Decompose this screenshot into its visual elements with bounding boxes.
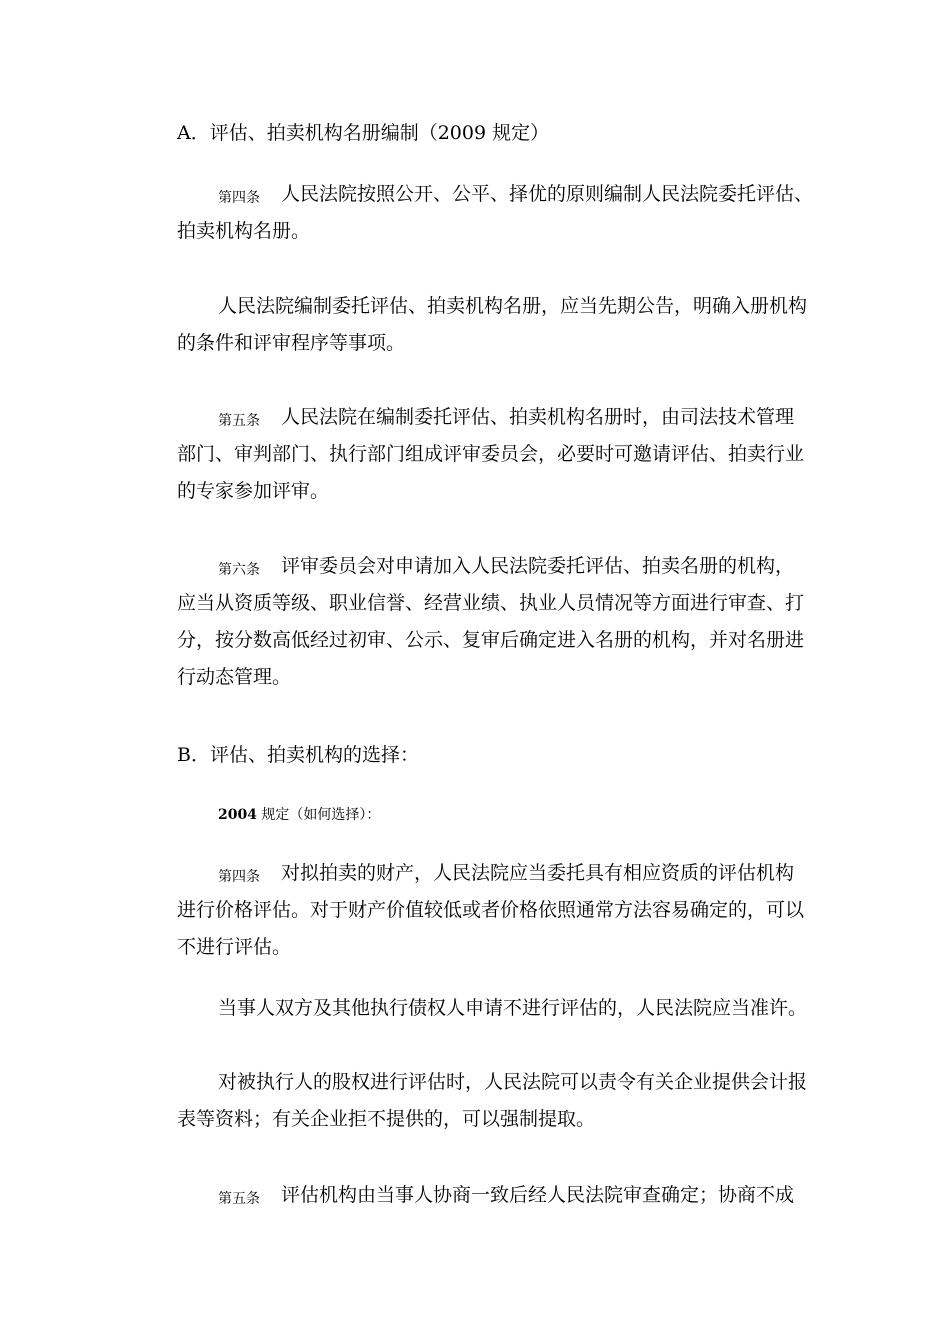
section-b-heading: B．评估、拍卖机构的选择：	[177, 744, 419, 766]
paragraph-line: 表等资料；有关企业拒不提供的，可以强制提取。	[177, 1108, 596, 1130]
section-b-subheading	[218, 803, 380, 827]
article-label: 第四条	[218, 869, 260, 885]
paragraph-article-4-line-2: 拍卖机构名册。	[177, 220, 311, 242]
paragraph-article-6-line-1	[218, 554, 794, 582]
paragraph-text: 评审委员会对申请加入人民法院委托评估、拍卖名册的机构，	[281, 555, 795, 577]
paragraph-text: 对拟拍卖的财产，人民法院应当委托具有相应资质的评估机构	[281, 862, 795, 884]
paragraph-text: 人民法院在编制委托评估、拍卖机构名册时，由司法技术管理	[281, 406, 795, 428]
paragraph-line: 对被执行人的股权进行评估时，人民法院可以责令有关企业提供会计报	[218, 1071, 808, 1093]
section-a-heading: A．评估、拍卖机构名册编制（2009 规定）	[177, 122, 550, 144]
paragraph-line: 人民法院编制委托评估、拍卖机构名册，应当先期公告，明确入册机构	[218, 295, 808, 317]
paragraph-line: 进行价格评估。对于财产价值较低或者价格依照通常方法容易确定的，可以	[177, 899, 805, 921]
article-label: 第四条	[218, 190, 260, 206]
paragraph-line: 当事人双方及其他执行债权人申请不进行评估的，人民法院应当准许。	[218, 997, 808, 1019]
paragraph-article-4-line-1	[218, 182, 813, 210]
article-label: 第六条	[218, 562, 260, 578]
article-label: 第五条	[218, 1191, 260, 1207]
paragraph-line: 部门、审判部门、执行部门组成评审委员会，必要时可邀请评估、拍卖行业	[177, 443, 805, 465]
article-label: 第五条	[218, 413, 260, 429]
paragraph-line: 的条件和评审程序等事项。	[177, 332, 406, 354]
paragraph-line: 的专家参加评审。	[177, 480, 330, 502]
paragraph-article-5-2004-line-1	[218, 1183, 794, 1211]
paragraph-article-4-2004-line-1	[218, 861, 794, 889]
paragraph-line: 不进行评估。	[177, 936, 292, 958]
subheading-text: 规定（如何选择）：	[256, 807, 381, 823]
paragraph-article-5-line-1	[218, 405, 794, 433]
paragraph-line: 分，按分数高低经过初审、公示、复审后确定进入名册的机构，并对名册进	[177, 629, 805, 651]
paragraph-text: 评估机构由当事人协商一致后经人民法院审查确定；协商不成	[281, 1184, 795, 1206]
paragraph-line: 行动态管理。	[177, 666, 292, 688]
year-label: 2004	[218, 807, 257, 823]
paragraph-line: 应当从资质等级、职业信誉、经营业绩、执业人员情况等方面进行审查、打	[177, 592, 805, 614]
paragraph-text: 人民法院按照公开、公平、择优的原则编制人民法院委托评估、	[281, 183, 814, 205]
